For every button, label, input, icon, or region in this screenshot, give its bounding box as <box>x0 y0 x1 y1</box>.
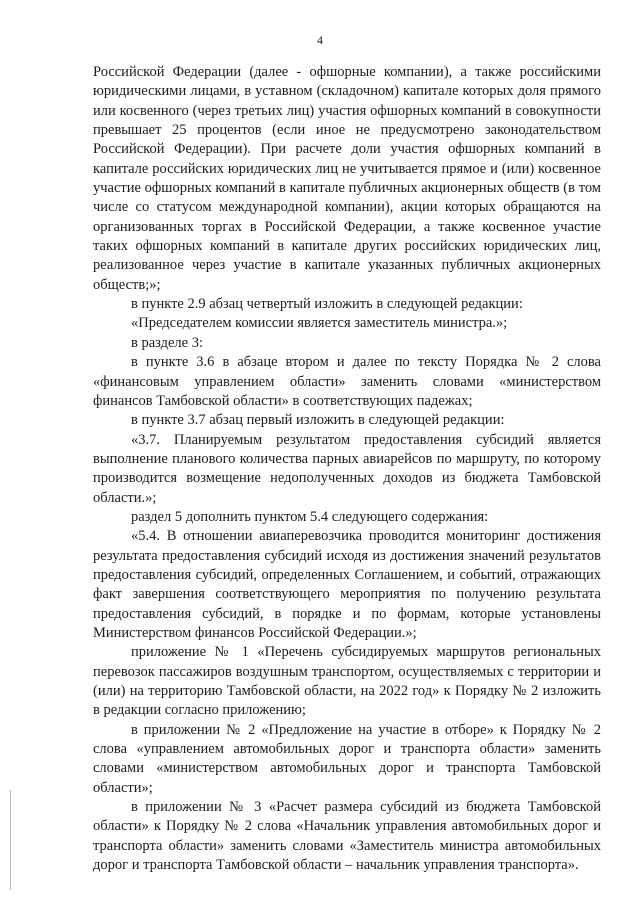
document-body <box>93 63 601 875</box>
paragraph: в разделе 3: <box>131 334 204 351</box>
page-number: 4 <box>317 33 323 47</box>
paragraph: раздел 5 дополнить пунктом 5.4 следующего содержания: <box>131 508 489 525</box>
paragraph: «3.7. Планируемым результатом предоставления субсидий является выполнение планового количества парных авиарейсов по маршруту, по которому производится возмещение недополученных доходов из бюджета Тамбовской области.»; <box>93 431 601 506</box>
paragraph: приложение № 1 «Перечень субсидируемых маршрутов региональных перевозок пассажиров воздушным транспортом, осуществляемых с территории и (или) на территорию Тамбовской области, на 2022 год» к Порядку № 2 изложить в редакции согласно приложению; <box>93 644 601 719</box>
paragraph: Российской Федерации (далее - офшорные компании), а также российскими юридическими лицами, в уставном (складочном) капитале которых доля прямого или косвенного (через третьих лиц) участия офшорных компаний в совокупности превышает 25 процентов (если иное не предусмотрено законодательством Российской Федерации). При расчете доли участия офшорных компаний в капитале российских юридических лиц не учитывается прямое и (или) косвенное участие офшорных компаний в капитале публичных акционерных обществ (в том числе со статусом международной компании), акции которых обращаются на организованных торгах в Российской Федерации, а также косвенное участие таких офшорных компаний в капитале других российских юридических лиц, реализованное через участие в капитале указанных публичных акционерных обществ;»; <box>93 64 601 293</box>
paragraph: в пункте 3.6 в абзаце втором и далее по тексту Порядка № 2 слова «финансовым управлением области» заменить словами «министерством финансов Тамбовской области» в соответствующих падежах; <box>93 354 601 409</box>
paragraph: «5.4. В отношении авиаперевозчика проводится мониторинг достижения результата предоставления субсидий исходя из достижения значений результатов предоставления субсидий, определенных Соглашением, и событий, отражающих факт завершения соответствующего мероприятия по получению результата предоставления субсидий, в порядке и по формам, которые установлены Министерством финансов Российской Федерации.»; <box>93 528 601 641</box>
paragraph: в приложении № 2 «Предложение на участие в отборе» к Порядку № 2 слова «управлением автомобильных дорог и транспорта области» заменить словами «министерством автомобильных дорог и транспорта Тамбовской области»; <box>93 721 601 796</box>
paragraph: в приложении № 3 «Расчет размера субсидий из бюджета Тамбовской области» к Порядку № 2 слова «Начальник управления автомобильных дорог и транспорта области» заменить словами «Заместитель министра автомобильных дорог и транспорта Тамбовской области – начальник управления транспорта». <box>93 799 601 874</box>
scan-edge-mark <box>10 790 11 890</box>
paragraph: «Председателем комиссии является заместитель министра.»; <box>131 315 508 332</box>
paragraph: в пункте 2.9 абзац четвертый изложить в следующей редакции: <box>131 296 523 313</box>
paragraph: в пункте 3.7 абзац первый изложить в следующей редакции: <box>131 412 505 429</box>
